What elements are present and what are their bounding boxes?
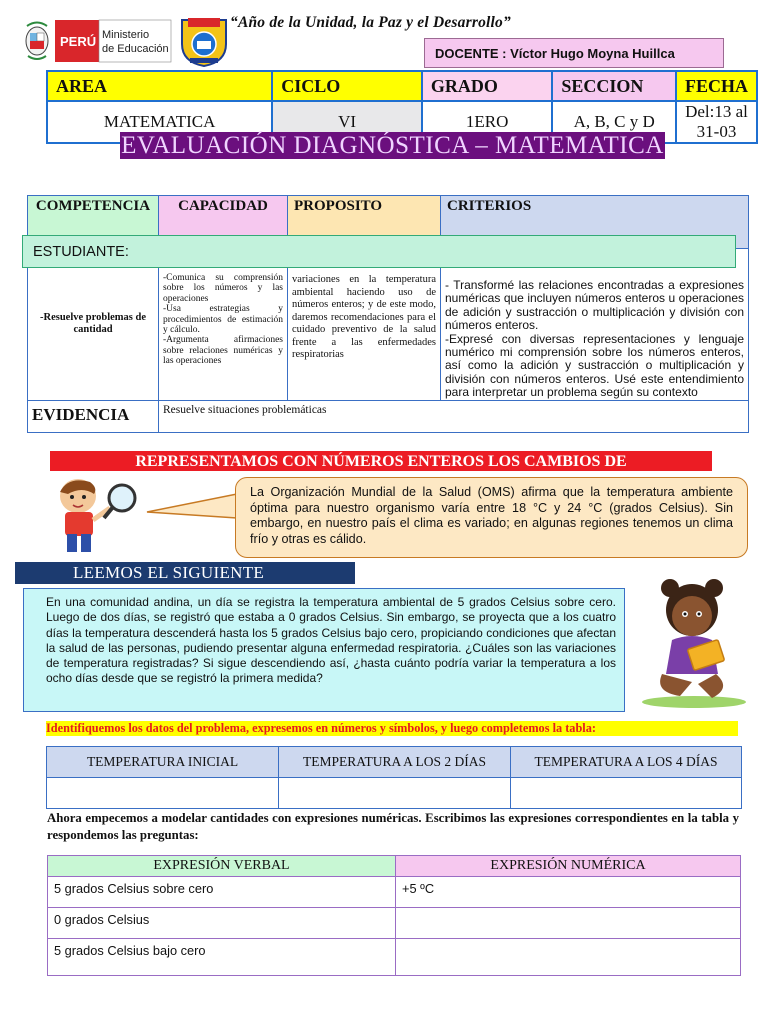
boy-magnifier-illustration — [38, 474, 148, 558]
motto-text: “Año de la Unidad, la Paz y el Desarrollo” — [230, 14, 511, 31]
value-grado: 1ERO — [422, 101, 552, 143]
speech-pointer — [145, 488, 239, 528]
evidencia-value: Resuelve situaciones problemáticas — [159, 400, 749, 432]
temperature-table — [46, 746, 742, 809]
logo-ministry-line1: Ministerio — [102, 29, 150, 41]
competency-body-row — [28, 249, 749, 401]
header-area: AREA — [47, 71, 272, 101]
header-fecha: FECHA — [676, 71, 757, 101]
reading-girl-icon — [632, 570, 752, 710]
expression-row — [48, 908, 741, 939]
header-criterios: CRITERIOS — [441, 196, 749, 249]
value-fecha: Del:13 al 31-03 — [676, 101, 757, 143]
verbal-cell: 5 grados Celsius sobre cero — [48, 877, 396, 908]
logo-country-text: PERÚ — [60, 34, 97, 49]
proposito-text: variaciones en la temperatura ambiental haciendo uso de números enteros; y de este modo, daremos recomendaciones para el cuidado preventivo de la salud frente a las enfermedades respiratorias — [292, 274, 436, 360]
model-instruction: Ahora empecemos a modelar cantidades con expresiones numéricas. Escribimos las expresiones correspondientes en la tabla y respondemos las preguntas: — [47, 811, 739, 842]
ministry-logo — [22, 16, 174, 66]
section-banner: REPRESENTAMOS CON NÚMEROS ENTEROS LOS CAMBIOS DE — [50, 451, 712, 471]
value-seccion: A, B, C y D — [552, 101, 676, 143]
header-expresion-verbal: EXPRESIÓN VERBAL — [48, 856, 396, 877]
competencia-text: -Resuelve problemas de cantidad — [40, 311, 146, 336]
student-name-field[interactable] — [22, 235, 736, 268]
evidencia-row — [28, 400, 749, 432]
verbal-cell: 0 grados Celsius — [48, 908, 396, 939]
answer-temp-4-days[interactable] — [511, 778, 742, 809]
header-temp-4-days: TEMPERATURA A LOS 4 DÍAS — [511, 747, 742, 778]
identify-instruction: Identifiquemos los datos del problema, expresemos en números y símbolos, y luego completemos la tabla: — [46, 721, 738, 736]
capacidad-text: -Comunica su comprensión sobre los números y las operaciones -Usa estrategias y procedimientos de estimación y cálculo. -Argumenta afirmaciones sobre relaciones numéricas y las operaciones — [163, 273, 283, 367]
reading-heading: LEEMOS EL SIGUIENTE — [15, 562, 355, 584]
coat-of-arms-icon — [26, 23, 48, 60]
header-ciclo: CICLO — [272, 71, 422, 101]
criterios-text: - Transformé las relaciones encontradas a expresiones numéricas que incluyen números enteros u operaciones de adición y sustracción o multiplicación y división con números enteros. -Expresé con diversas representaciones y lenguaje numérico mi comprensión sobre los números enteros, así como la adición y sustracción o multiplicación y división con números enteros. Usé este entendimiento para interpretar un problema según su contexto — [445, 278, 744, 400]
expression-row — [48, 939, 741, 976]
evidencia-label: EVIDENCIA — [28, 400, 159, 432]
student-label: ESTUDIANTE: — [33, 244, 129, 260]
expression-header-row — [48, 856, 741, 877]
numeric-cell[interactable] — [396, 939, 741, 976]
school-logo — [178, 14, 230, 68]
temperature-header-row — [47, 747, 742, 778]
story-text: En una comunidad andina, un día se registra la temperatura ambiental de 5 grados Celsius sobre cero. Luego de dos días, se registró que estaba a 0 grados Celsius. Sin embargo, se proyecta que a los cuatro días la temperatura descenderá hasta los 5 grados Celsius bajo cero, propiciando condiciones que afectan la salud de las personas, pudiendo presentar alguna enfermedad respiratoria. ¿Cuáles son las variaciones de temperatura registradas? Si sigue descendiendo así, ¿hasta cuánto podría variar la temperatura a los ocho días desde que se registró la primera medida? — [23, 588, 625, 712]
value-area: MATEMATICA — [47, 101, 272, 143]
value-ciclo: VI — [272, 101, 422, 143]
girl-reading-illustration — [632, 570, 752, 710]
teacher-name-box: DOCENTE : Víctor Hugo Moyna Huillca — [424, 38, 724, 68]
header-seccion: SECCION — [552, 71, 676, 101]
magnifier-boy-icon — [38, 474, 148, 558]
numeric-cell[interactable] — [396, 908, 741, 939]
header-temp-initial: TEMPERATURA INICIAL — [47, 747, 279, 778]
competency-table — [27, 195, 749, 433]
header-grado: GRADO — [422, 71, 552, 101]
expression-row — [48, 877, 741, 908]
page-title: EVALUACIÓN DIAGNÓSTICA – MATEMATICA — [121, 132, 664, 159]
temperature-answer-row — [47, 778, 742, 809]
school-shield-icon — [178, 14, 230, 68]
header-expresion-numerica: EXPRESIÓN NUMÉRICA — [396, 856, 741, 877]
numeric-cell[interactable]: +5 ºC — [396, 877, 741, 908]
course-info-header-row — [47, 71, 757, 101]
oms-info-bubble: La Organización Mundial de la Salud (OMS) afirma que la temperatura ambiente óptima para nuestro organismo varía entre 18 °C y 24 °C (grados Celsius). Sin embargo, en nuestro país el clima es variado; en algunas regiones tenemos un clima frío y otras es cálido. — [235, 477, 748, 558]
header-capacidad: CAPACIDAD — [159, 196, 288, 249]
verbal-cell: 5 grados Celsius bajo cero — [48, 939, 396, 976]
logo-ministry-line2: de Educación — [102, 43, 169, 55]
answer-temp-2-days[interactable] — [279, 778, 511, 809]
header-proposito: PROPOSITO — [288, 196, 441, 249]
answer-temp-initial[interactable] — [47, 778, 279, 809]
expression-table — [47, 855, 741, 976]
header-competencia: COMPETENCIA — [28, 196, 159, 249]
header-temp-2-days: TEMPERATURA A LOS 2 DÍAS — [279, 747, 511, 778]
